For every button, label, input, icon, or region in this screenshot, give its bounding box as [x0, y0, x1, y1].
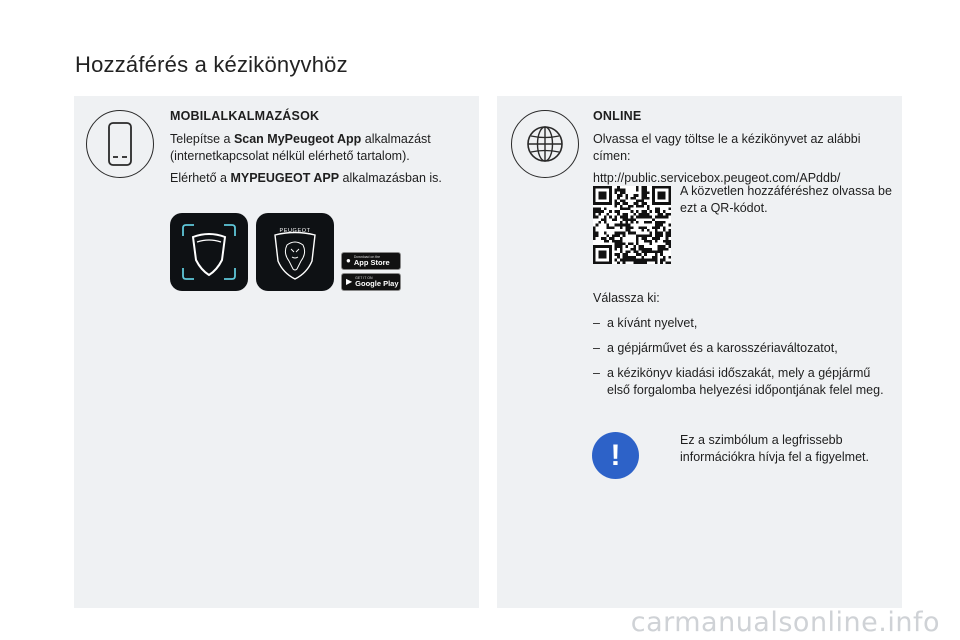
list-item: – a kívánt nyelvet,: [593, 316, 698, 330]
online-text: [593, 108, 893, 192]
app-store-badge[interactable]: ● Download on the App Store: [341, 252, 401, 270]
list-item: – a kézikönyv kiadási időszakát, mely a gépjármű első forgalomba helyezési időpontjának felel meg.: [593, 366, 884, 397]
page-title: Hozzáférés a kézikönyvhöz: [75, 52, 348, 77]
scan-mypeugeot-app-tile[interactable]: [170, 213, 248, 291]
scan-app-name: Scan MyPeugeot App: [233, 132, 362, 146]
manual-url-link[interactable]: http://public.servicebox.peugeot.com/APddb/: [593, 171, 841, 185]
online-heading: ONLINE: [593, 109, 642, 123]
mypeugeot-app-name: MYPEUGEOT APP: [230, 171, 340, 185]
mobile-apps-text: [170, 108, 460, 192]
apple-icon: ●: [346, 256, 351, 265]
play-triangle-icon: ▶: [346, 277, 353, 286]
globe-icon: [511, 110, 579, 178]
warning-text: Ez a szimbólum a legfrissebb információkra hívja fel a figyelmet.: [680, 433, 869, 464]
qr-instruction: A közvetlen hozzáféréshez olvassa be ezt a QR-kódot.: [680, 184, 892, 215]
watermark: carmanualsonline.info: [630, 607, 940, 638]
scan-shield-icon: [177, 220, 241, 284]
peugeot-lion-shield-icon: [265, 221, 325, 283]
smartphone-icon: [86, 110, 154, 178]
mypeugeot-app-tile[interactable]: [256, 213, 334, 291]
exclamation-icon: !: [592, 432, 639, 479]
mobile-apps-heading: MOBILALKALMAZÁSOK: [170, 109, 320, 123]
choose-block: [593, 290, 893, 399]
list-item: – a gépjárművet és a karosszériaváltozatot,: [593, 341, 838, 355]
choose-label: Válassza ki:: [593, 291, 660, 305]
available-text: Elérhető a MYPEUGEOT APP alkalmazásban is.: [170, 171, 442, 185]
qr-code: [593, 186, 671, 264]
install-text: Telepítse a Scan MyPeugeot App alkalmazást (internetkapcsolat nélkül elérhető tartalom).: [170, 132, 431, 163]
google-play-badge[interactable]: ▶ GET IT ON Google Play: [341, 273, 401, 291]
svg-text:PEUGEOT: PEUGEOT: [279, 228, 311, 234]
online-intro: Olvassa el vagy töltse le a kézikönyvet az alábbi címen:: [593, 132, 861, 163]
